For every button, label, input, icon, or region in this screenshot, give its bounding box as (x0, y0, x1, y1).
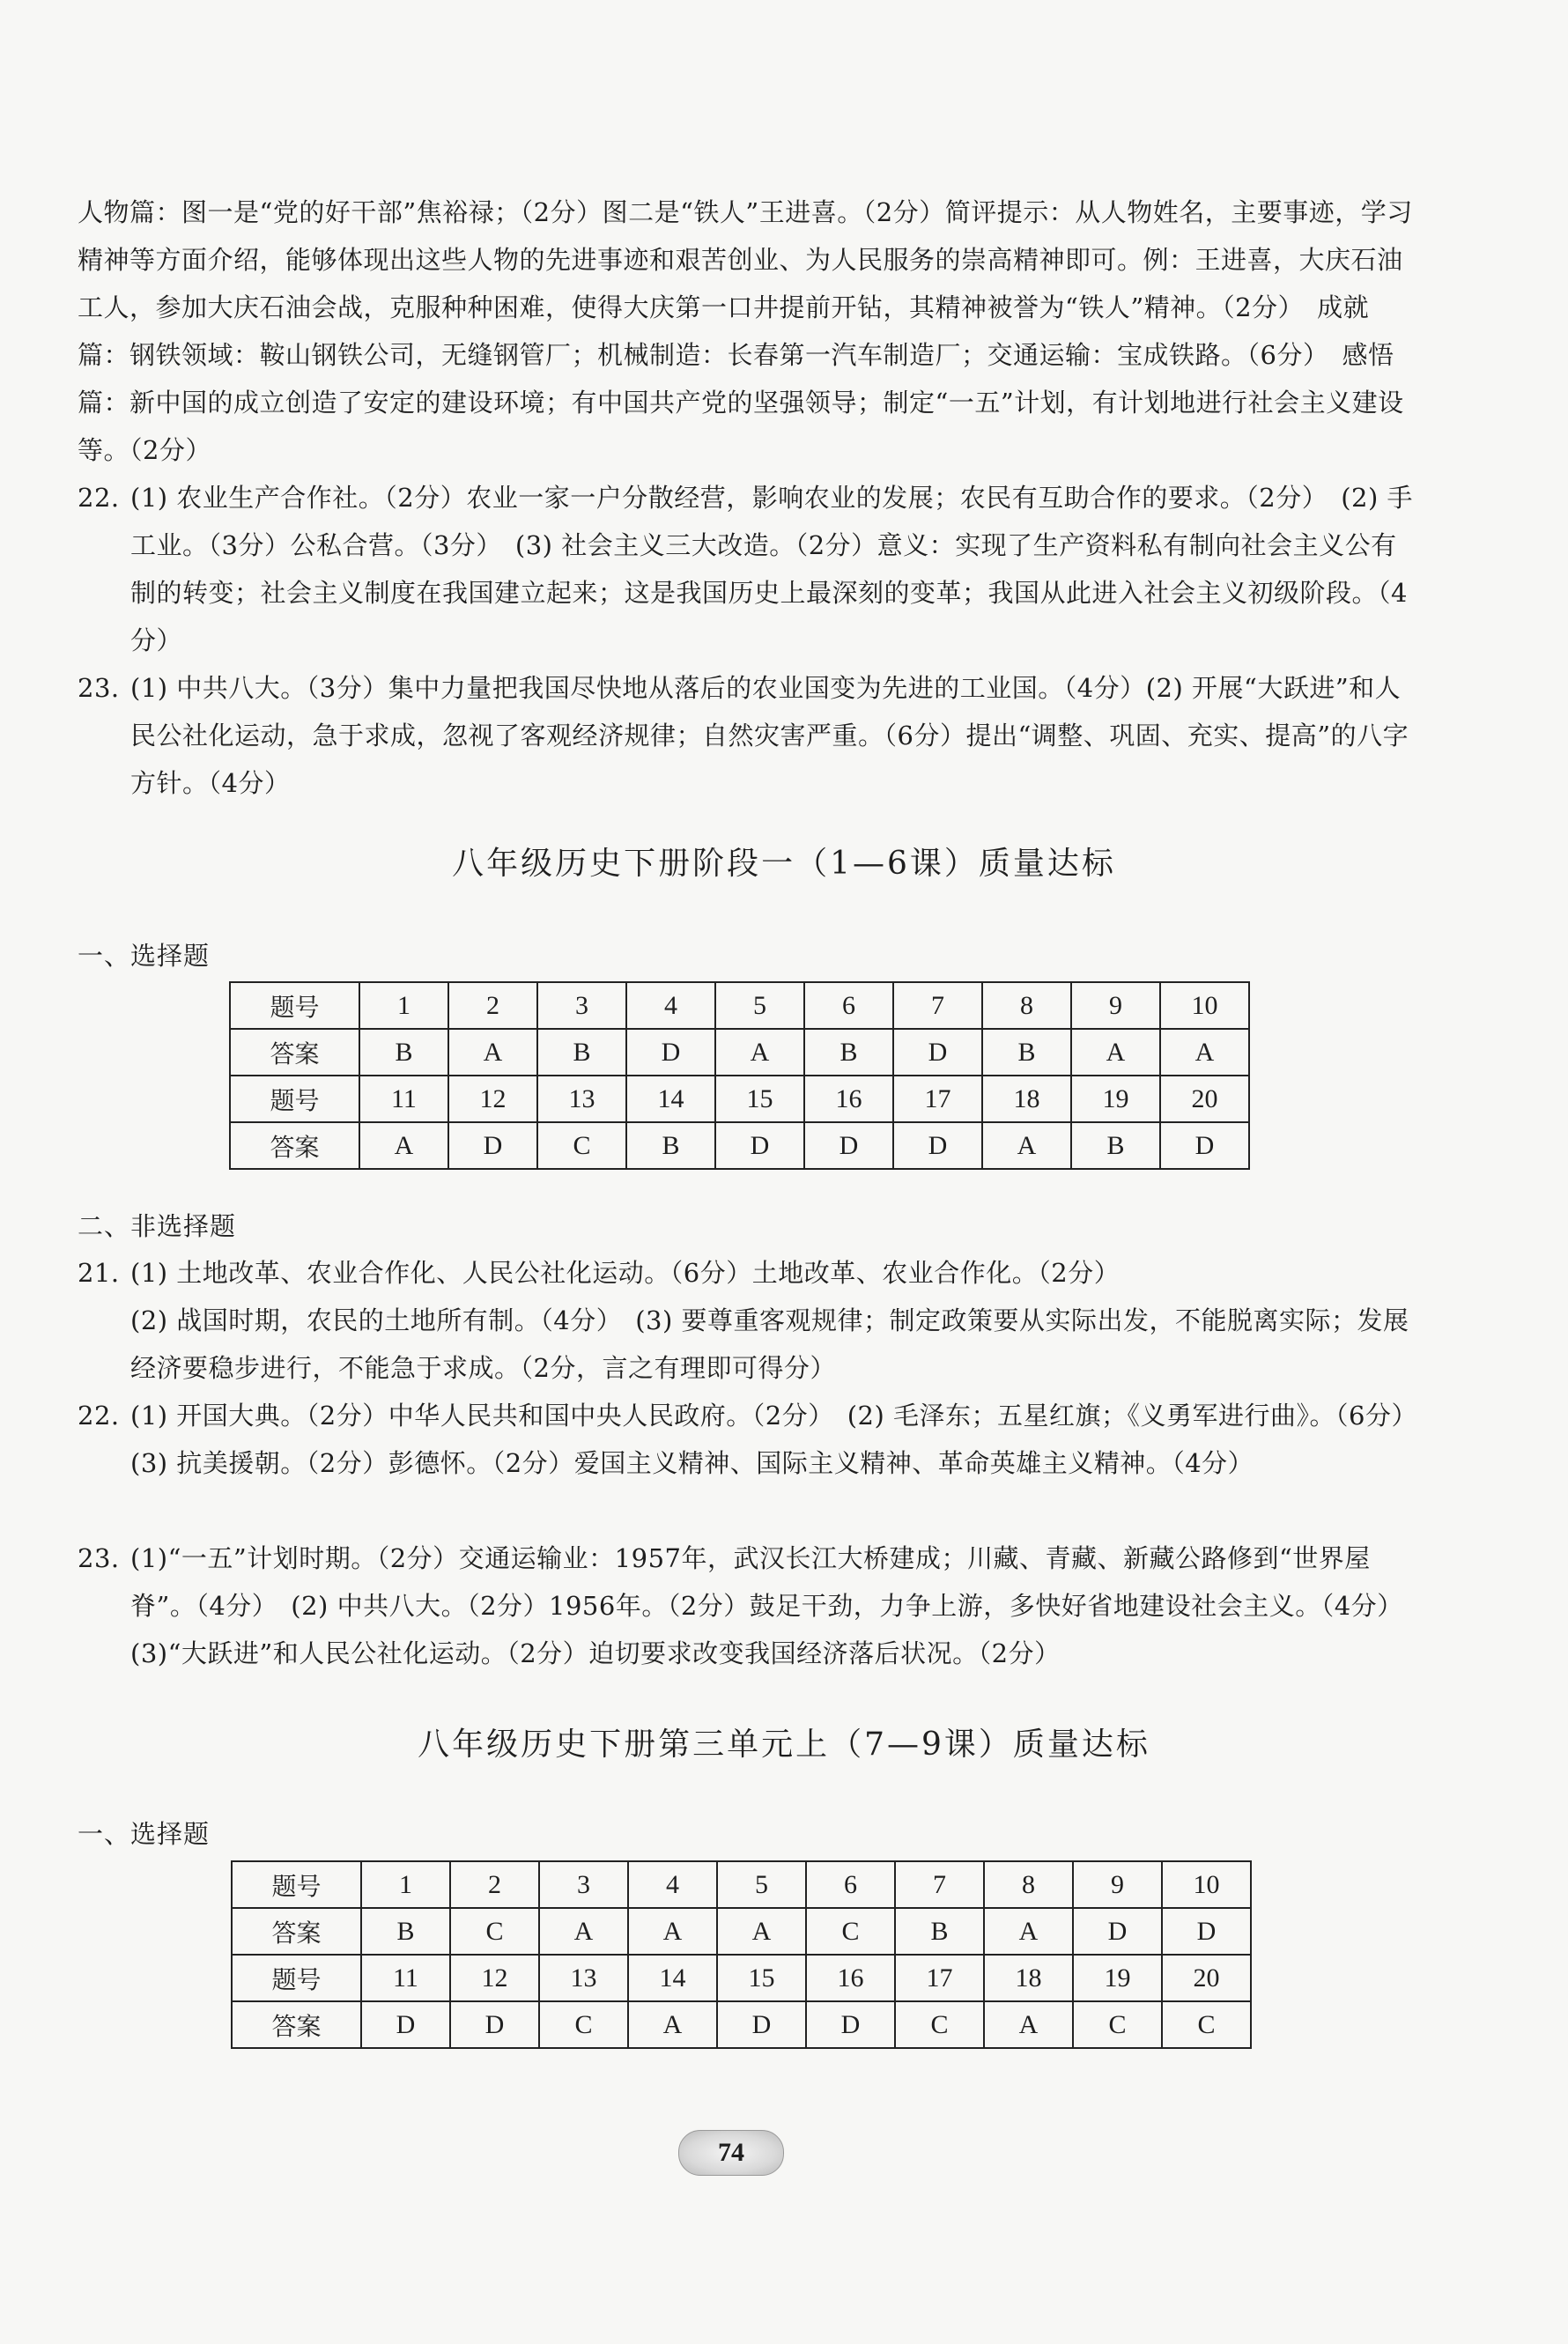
label-number: 题号 (232, 1861, 361, 1908)
answer-cell: D (893, 1029, 982, 1076)
answer-cell: B (359, 1029, 448, 1076)
answer-number: 22. (78, 1401, 120, 1431)
answer-cell: A (982, 1122, 1071, 1169)
question-number: 5 (717, 1861, 806, 1908)
question-number: 10 (1162, 1861, 1251, 1908)
answer-cell: B (361, 1908, 450, 1955)
answer-number: 23. (78, 673, 120, 703)
question-number: 7 (893, 982, 982, 1029)
question-number: 8 (984, 1861, 1073, 1908)
answer-cell: D (893, 1122, 982, 1169)
answer-cell: C (539, 2001, 628, 2048)
question-number: 16 (806, 1955, 895, 2001)
prev-answer-23 (78, 664, 1416, 807)
label-number: 题号 (232, 1955, 361, 2001)
answer-cell: A (717, 1908, 806, 1955)
question-number: 7 (895, 1861, 984, 1908)
table-row (230, 1122, 1249, 1169)
question-number: 18 (984, 1955, 1073, 2001)
label-answer: 答案 (230, 1122, 359, 1169)
question-number: 10 (1160, 982, 1249, 1029)
answer-cell: D (626, 1029, 715, 1076)
question-number: 1 (359, 982, 448, 1029)
prev-answer-22 (78, 474, 1416, 664)
answer-cell: C (537, 1122, 626, 1169)
answer-cell: C (806, 1908, 895, 1955)
answer-cell: A (984, 1908, 1073, 1955)
question-number: 12 (450, 1955, 539, 2001)
question-number: 2 (450, 1861, 539, 1908)
question-number: 3 (539, 1861, 628, 1908)
section1-answer-22 (78, 1392, 1431, 1487)
section1-nonchoice-heading: 二、非选择题 (78, 1211, 237, 1241)
question-number: 5 (715, 982, 804, 1029)
label-answer: 答案 (230, 1029, 359, 1076)
answer-cell: D (1160, 1122, 1249, 1169)
answer-cell: D (1073, 1908, 1162, 1955)
question-number: 15 (715, 1076, 804, 1122)
answer-cell: A (448, 1029, 537, 1076)
answer-cell: C (1073, 2001, 1162, 2048)
answer-cell: A (359, 1122, 448, 1169)
intro-paragraph: 人物篇：图一是“党的好干部”焦裕禄；（2分）图二是“铁人”王进喜。（2分）简评提示：从人物姓名，主要事迹，学习精神等方面介绍，能够体现出这些人物的先进事迹和艰苦创业、为人民服务的崇高精神即可。例：王进喜，大庆石油工人，参加大庆石油会战，克服种种困难，使得大庆第一口井提前开钻，其精神被誉为“铁人”精神。（2分） 成就篇：钢铁领域：鞍山钢铁公司，无缝钢管厂；机械制造：长春第一汽车制造厂；交通运输：宝成铁路。（6分） 感悟篇：新中国的成立创造了安定的建设环境；有中国共产党的坚强领导；制定“一五”计划，有计划地进行社会主义建设等。（2分） (78, 197, 1413, 465)
question-number: 8 (982, 982, 1071, 1029)
question-number: 1 (361, 1861, 450, 1908)
answer-cell: B (537, 1029, 626, 1076)
section2-answer-table (231, 1860, 1252, 2049)
answer-number: 22. (78, 483, 120, 513)
question-number: 13 (539, 1955, 628, 2001)
question-number: 11 (361, 1955, 450, 2001)
question-number: 15 (717, 1955, 806, 2001)
question-number: 18 (982, 1076, 1071, 1122)
section1-title: 八年级历史下册阶段一（1—6课）质量达标 (452, 846, 1116, 882)
question-number: 12 (448, 1076, 537, 1122)
answer-cell: C (450, 1908, 539, 1955)
question-number: 6 (806, 1861, 895, 1908)
answer-cell: A (1071, 1029, 1160, 1076)
answer-cell: D (361, 2001, 450, 2048)
section1-answer-23 (78, 1534, 1416, 1677)
answer-cell: C (1162, 2001, 1251, 2048)
section2-title: 八年级历史下册第三单元上（7—9课）质量达标 (418, 1727, 1150, 1763)
answer-cell: A (984, 2001, 1073, 2048)
answer-cell: C (895, 2001, 984, 2048)
answer-number: 21. (78, 1258, 120, 1288)
question-number: 14 (628, 1955, 717, 2001)
answer-text: (1) 中共八大。（3分）集中力量把我国尽快地从落后的农业国变为先进的工业国。（4分）(2) 开展“大跃进”和人民公社化运动，急于求成，忽视了客观经济规律；自然灾害严重。（6分）提出“调整、巩固、充实、提高”的八字方针。（4分） (130, 673, 1409, 798)
label-number: 题号 (230, 1076, 359, 1122)
answer-cell: D (450, 2001, 539, 2048)
answer-cell: B (982, 1029, 1071, 1076)
question-number: 20 (1160, 1076, 1249, 1122)
table-row (230, 982, 1249, 1029)
question-number: 20 (1162, 1955, 1251, 2001)
answer-text: (1) 农业生产合作社。（2分）农业一家一户分散经营，影响农业的发展；农民有互助合作的要求。（2分） (2) 手工业。（3分）公私合营。（3分） (3) 社会主义三大改造。（2分）意义：实现了生产资料私有制向社会主义公有制的转变；社会主义制度在我国建立起来；这是我国历史上最深刻的变革；我国从此进入社会主义初级阶段。（4分） (130, 483, 1413, 655)
answer-cell: D (717, 2001, 806, 2048)
question-number: 4 (628, 1861, 717, 1908)
question-number: 19 (1073, 1955, 1162, 2001)
section1-answer-table (229, 981, 1250, 1170)
label-answer: 答案 (232, 1908, 361, 1955)
answer-text-continued: (2) 战国时期，农民的土地所有制。（4分） (3) 要尊重客观规律；制定政策要从实际出发，不能脱离实际；发展经济要稳步进行，不能急于求成。（2分，言之有理即可得分） (130, 1305, 1409, 1383)
question-number: 19 (1071, 1076, 1160, 1122)
answer-text: (1)“一五”计划时期。（2分）交通运输业：1957年，武汉长江大桥建成；川藏、青藏、新藏公路修到“世界屋脊”。（4分） (2) 中共八大。（2分）1956年。（2分）鼓足干劲，力争上游，多快好省地建设社会主义。（4分） (3)“大跃进”和人民公社化运动。（2分）迫切要求改变我国经济落后状况。（2分） (130, 1543, 1416, 1668)
question-number: 4 (626, 982, 715, 1029)
answer-cell: D (806, 2001, 895, 2048)
question-number: 2 (448, 982, 537, 1029)
page-number-badge: 74 (678, 2130, 784, 2176)
answer-cell: A (1160, 1029, 1249, 1076)
answer-cell: D (448, 1122, 537, 1169)
section1-answer-21 (78, 1249, 1416, 1392)
table-row (230, 1076, 1249, 1122)
answer-cell: A (628, 1908, 717, 1955)
table-row (232, 2001, 1251, 2048)
answer-cell: A (715, 1029, 804, 1076)
label-answer: 答案 (232, 2001, 361, 2048)
answer-text: (1) 土地改革、农业合作化、人民公社化运动。（6分）土地改革、农业合作化。（2分） (130, 1258, 1121, 1288)
question-number: 13 (537, 1076, 626, 1122)
label-number: 题号 (230, 982, 359, 1029)
table-row (232, 1861, 1251, 1908)
question-number: 6 (804, 982, 893, 1029)
question-number: 17 (893, 1076, 982, 1122)
question-number: 11 (359, 1076, 448, 1122)
answer-cell: D (715, 1122, 804, 1169)
section2-choice-heading: 一、选择题 (78, 1819, 211, 1849)
answer-cell: D (804, 1122, 893, 1169)
table-row (232, 1955, 1251, 2001)
question-number: 9 (1073, 1861, 1162, 1908)
section1-choice-heading: 一、选择题 (78, 941, 211, 971)
answer-cell: B (626, 1122, 715, 1169)
answer-cell: B (895, 1908, 984, 1955)
answer-cell: A (539, 1908, 628, 1955)
intro-block (78, 189, 1416, 474)
answer-cell: D (1162, 1908, 1251, 1955)
answer-cell: B (1071, 1122, 1160, 1169)
answer-text: (1) 开国大典。（2分）中华人民共和国中央人民政府。（2分） (2) 毛泽东；五星红旗；《义勇军进行曲》。（6分） (3) 抗美援朝。（2分）彭德怀。（2分）爱国主义精神、国际主义精神、革命英雄主义精神。（4分） (130, 1401, 1431, 1478)
question-number: 9 (1071, 982, 1160, 1029)
question-number: 16 (804, 1076, 893, 1122)
table-row (232, 1908, 1251, 1955)
question-number: 14 (626, 1076, 715, 1122)
question-number: 17 (895, 1955, 984, 2001)
answer-cell: B (804, 1029, 893, 1076)
question-number: 3 (537, 982, 626, 1029)
answer-number: 23. (78, 1543, 120, 1573)
table-row (230, 1029, 1249, 1076)
answer-cell: A (628, 2001, 717, 2048)
